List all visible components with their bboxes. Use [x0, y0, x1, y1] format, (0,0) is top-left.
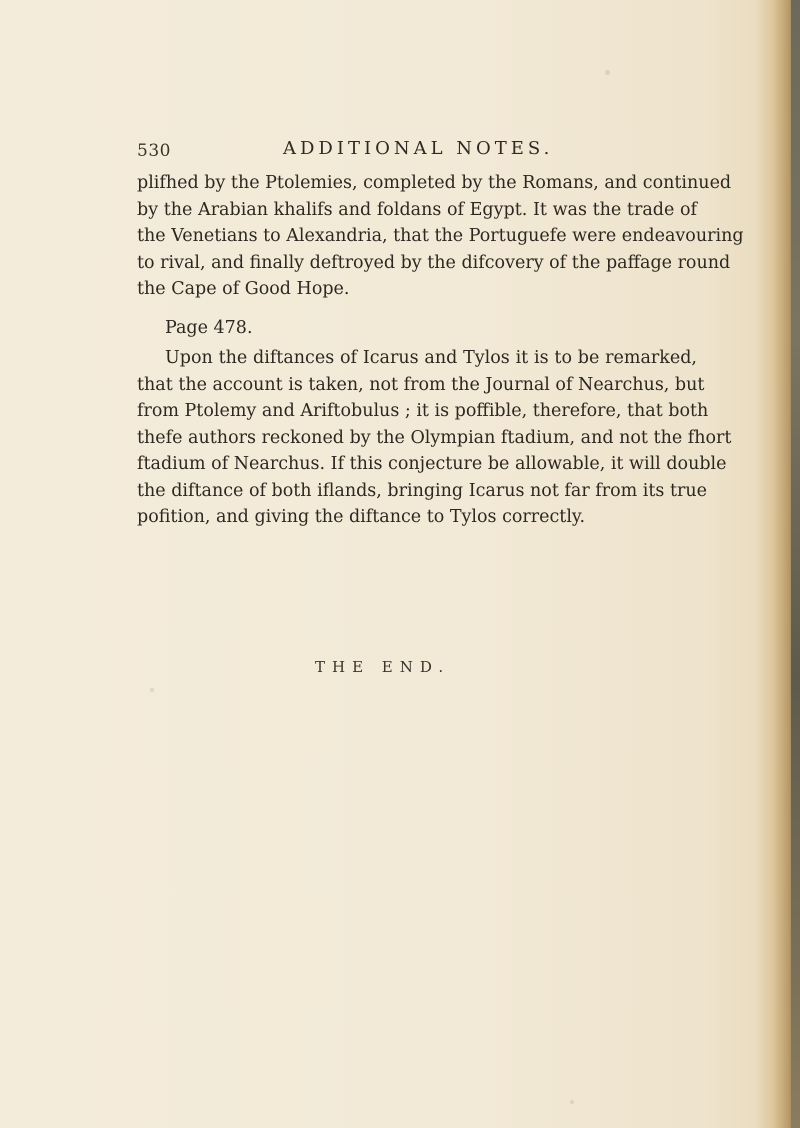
page-reference: Page 478.: [165, 318, 253, 338]
text-line: thefe authors reckoned by the Olympian ftadium, and not the fhort: [137, 427, 732, 448]
text-line: plifhed by the Ptolemies, completed by the Romans, and continued: [137, 173, 732, 193]
paper-spot: [605, 70, 610, 75]
page-header: [137, 138, 657, 168]
text-line: the Venetians to Alexandria, that the Portuguefe were endeavouring: [137, 226, 744, 246]
paragraph-1: [137, 170, 744, 303]
page-edge-strip: [791, 0, 800, 1128]
text-line: from Ptolemy and Ariftobulus ; it is poffible, therefore, that both: [137, 401, 709, 421]
text-line: ftadium of Nearchus. If this conjecture be allowable, it will double: [137, 454, 727, 474]
paper-spot: [570, 1100, 574, 1104]
the-end-colophon: THE END.: [315, 658, 451, 676]
text-line: the diftance of both iflands, bringing Icarus not far from its true: [137, 480, 707, 501]
text-line: pofition, and giving the diftance to Tylos correctly.: [137, 507, 586, 527]
text-line: to rival, and finally deftroyed by the difcovery of the paffage round: [137, 252, 731, 273]
running-head: ADDITIONAL NOTES.: [283, 138, 554, 159]
text-line: that the account is taken, not from the Journal of Nearchus, but: [137, 374, 705, 395]
text-line: by the Arabian khalifs and foldans of Egypt. It was the trade of: [137, 199, 697, 220]
paragraph-2: [137, 345, 732, 531]
paper-spot: [150, 688, 154, 692]
text-line: Upon the diftances of Icarus and Tylos it is to be remarked,: [165, 348, 697, 368]
page-number: 530: [137, 141, 171, 161]
text-line: the Cape of Good Hope.: [137, 279, 350, 299]
